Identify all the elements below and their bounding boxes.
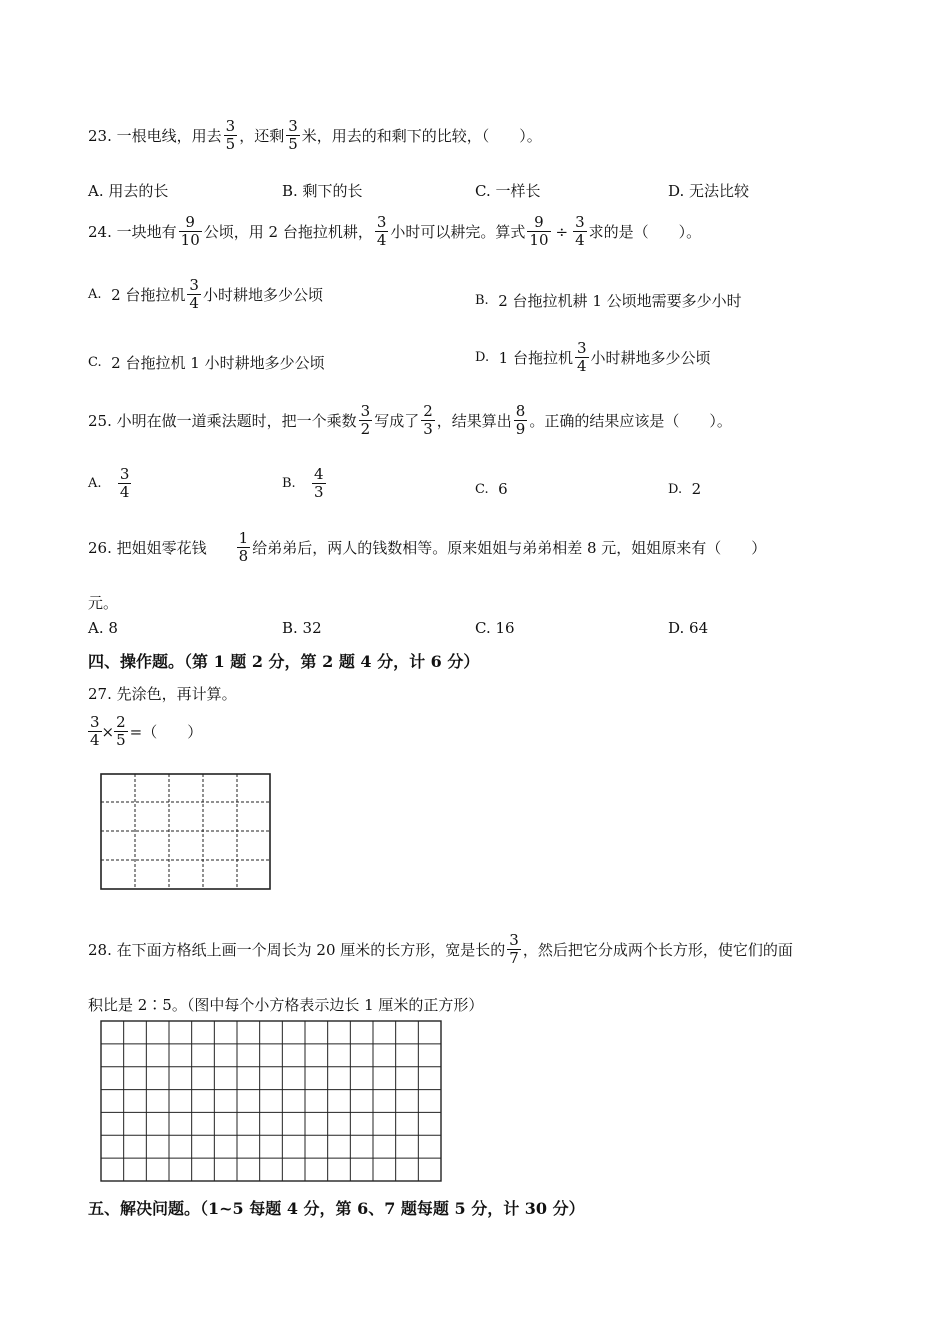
fraction: $\frac{3}{4}$	[376, 213, 387, 249]
fraction: $\frac{3}{4}$	[575, 213, 585, 249]
fraction: $\frac{2}{5}$	[116, 713, 126, 749]
option-c: C. 一样长	[475, 182, 541, 200]
section-heading: 五、解决问题。（1~5 每题 4 分，第 6、7 题每题 5 分，计 30 分）	[88, 1199, 585, 1218]
grid-lines	[101, 1021, 441, 1181]
option-b: B. $\frac{4}{3}$	[282, 465, 324, 501]
option-b: B. 剩下的长	[282, 182, 363, 200]
fraction: $\frac{1}{8}$	[238, 529, 249, 565]
q26-line2: 元。	[88, 594, 119, 612]
q23-stem: 23. 一根电线，用去 $\frac{3}{5}$ ，还剩 $\frac{3}{5}$ 米，用去的和剩下的比较，（ ）。	[88, 117, 542, 153]
q28-stem: 28. 在下面方格纸上画一个周长为 20 厘米的长方形，宽是长的 $\frac{3}{7}$ ，然后把它分成两个长方形，使它们的面	[88, 931, 793, 967]
option-b: B. 2 台拖拉机耕 1 公顷地需要多少小时	[475, 292, 742, 310]
option-d: D. 2	[668, 480, 702, 498]
option-c: C. 2 台拖拉机 1 小时耕地多少公顷	[88, 354, 325, 372]
fraction: $\frac{3}{4}$	[576, 339, 587, 375]
fraction: $\frac{9}{10}$	[180, 213, 200, 249]
q28-line2: 积比是 2∶5。（图中每个小方格表示边长 1 厘米的正方形）	[88, 996, 484, 1014]
option-c: C. 6	[475, 480, 508, 498]
q27-expression: $\frac{3}{4}$ × $\frac{2}{5}$ =（ ）	[90, 713, 203, 749]
fraction: $\frac{3}{2}$	[360, 402, 371, 438]
coloring-grid[interactable]	[100, 773, 272, 891]
grid-border	[101, 1021, 441, 1181]
fraction: $\frac{3}{5}$	[225, 117, 236, 153]
section-heading: 四、操作题。（第 1 题 2 分，第 2 题 4 分，计 6 分）	[88, 652, 480, 671]
fraction: $\frac{3}{4}$	[90, 713, 100, 749]
option-c: C. 16	[475, 619, 515, 637]
fraction: $\frac{3}{7}$	[509, 931, 519, 967]
question-number: 27.	[88, 684, 112, 703]
q24-stem: 24. 一块地有 $\frac{9}{10}$ 公顷，用 2 台拖拉机耕， $\frac{3}{4}$ 小时可以耕完。算式 $\frac{9}{10}$ ÷ $\frac{3}{4}$ 求的是（ ）。	[88, 213, 702, 249]
option-a: A. 2 台拖拉机 $\frac{3}{4}$ 小时耕地多少公顷	[88, 276, 323, 312]
drawing-grid[interactable]	[100, 1020, 443, 1183]
option-d: D. 64	[668, 619, 709, 637]
option-d: D. 无法比较	[668, 182, 750, 200]
question-number: 25.	[88, 411, 112, 430]
fraction: $\frac{3}{4}$	[189, 276, 199, 312]
question-number: 24.	[88, 222, 112, 241]
option-a: A. 8	[88, 619, 118, 637]
q25-stem: 25. 小明在做一道乘法题时，把一个乘数 $\frac{3}{2}$ 写成了 $\frac{2}{3}$ ，结果算出 $\frac{8}{9}$ 。正确的结果应该是（ ）。	[88, 402, 732, 438]
fraction: $\frac{8}{9}$	[515, 402, 526, 438]
grid-lines	[101, 774, 270, 889]
option-a: A. $\frac{3}{4}$	[88, 465, 130, 501]
option-a: A. 用去的长	[88, 182, 169, 200]
fraction: $\frac{3}{5}$	[288, 117, 298, 153]
fraction: $\frac{2}{3}$	[423, 402, 433, 438]
q27-stem: 27. 先涂色，再计算。	[88, 684, 237, 703]
question-number: 23.	[88, 126, 112, 145]
q26-stem: 26. 把姐姐零花钱 $\frac{1}{8}$ 给弟弟后，两人的钱数相等。原来姐姐与弟弟相差 8 元，姐姐原来有（ ）	[88, 529, 767, 565]
fraction: $\frac{3}{4}$	[119, 465, 130, 501]
fraction: $\frac{9}{10}$	[529, 213, 549, 249]
option-b: B. 32	[282, 619, 322, 637]
option-d: D. 1 台拖拉机 $\frac{3}{4}$ 小时耕地多少公顷	[475, 339, 711, 375]
question-number: 28.	[88, 940, 112, 959]
fraction: $\frac{4}{3}$	[314, 465, 324, 501]
question-number: 26.	[88, 538, 112, 557]
